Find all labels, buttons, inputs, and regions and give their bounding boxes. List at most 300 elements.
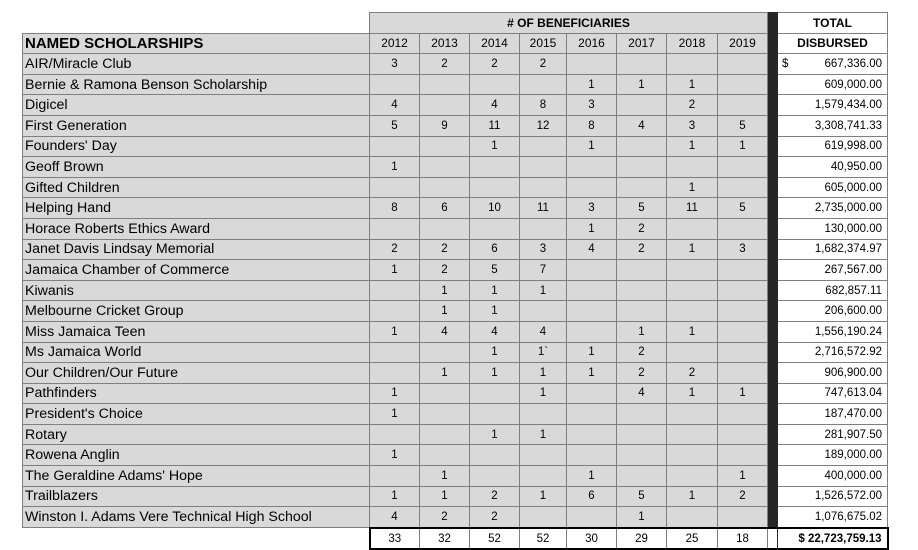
scholarship-name: Digicel <box>23 95 370 116</box>
total-disbursed <box>778 198 888 219</box>
scholarship-name: Bernie & Ramona Benson Scholarship <box>23 74 370 95</box>
beneficiary-count <box>567 383 617 404</box>
beneficiary-count: 3 <box>567 95 617 116</box>
beneficiary-count: 1 <box>667 239 718 260</box>
beneficiary-count: 5 <box>370 115 420 136</box>
beneficiary-count <box>667 280 718 301</box>
header-blank <box>23 13 370 34</box>
beneficiary-count: 11 <box>667 198 718 219</box>
column-separator <box>768 136 778 157</box>
beneficiary-count <box>370 342 420 363</box>
amount: 187,470.00 <box>824 408 882 421</box>
beneficiary-count <box>567 260 617 281</box>
amount: 267,567.00 <box>824 263 882 276</box>
beneficiaries-group-title: # OF BENEFICIARIES <box>370 13 768 34</box>
beneficiary-count <box>667 218 718 239</box>
beneficiary-count: 8 <box>520 95 567 116</box>
table-row <box>23 198 888 219</box>
beneficiary-count <box>370 177 420 198</box>
beneficiary-count: 2 <box>420 260 470 281</box>
beneficiary-count <box>718 321 768 342</box>
beneficiary-count: 1 <box>420 301 470 322</box>
beneficiary-count: 8 <box>567 115 617 136</box>
table-row <box>23 321 888 342</box>
year-header-2019: 2019 <box>718 33 768 54</box>
year-header-2017: 2017 <box>617 33 667 54</box>
column-separator <box>768 280 778 301</box>
year-total: 52 <box>470 528 520 550</box>
amount: 1,076,675.02 <box>814 511 882 524</box>
beneficiary-count <box>718 404 768 425</box>
beneficiary-count: 2 <box>420 507 470 528</box>
total-disbursed <box>778 115 888 136</box>
beneficiary-count <box>567 445 617 466</box>
amount: 667,336.00 <box>824 57 882 70</box>
amount: 2,716,572.92 <box>814 346 882 359</box>
beneficiary-count: 4 <box>470 321 520 342</box>
beneficiary-count <box>470 383 520 404</box>
column-separator <box>768 445 778 466</box>
scholarship-name: AIR/Miracle Club <box>23 54 370 75</box>
column-separator <box>768 239 778 260</box>
table-row <box>23 507 888 528</box>
beneficiary-count: 2 <box>520 54 567 75</box>
total-disbursed <box>778 260 888 281</box>
beneficiary-count <box>617 280 667 301</box>
beneficiary-count: 2 <box>420 239 470 260</box>
scholarship-name: The Geraldine Adams' Hope <box>23 466 370 487</box>
beneficiary-count <box>520 445 567 466</box>
beneficiary-count <box>420 157 470 178</box>
beneficiary-count <box>617 95 667 116</box>
beneficiary-count: 1 <box>617 74 667 95</box>
beneficiary-count <box>420 136 470 157</box>
total-disbursed <box>778 507 888 528</box>
table-row <box>23 157 888 178</box>
beneficiary-count <box>667 404 718 425</box>
header-row-years <box>23 33 888 54</box>
beneficiary-count: 3 <box>718 239 768 260</box>
beneficiary-count <box>370 74 420 95</box>
table-row <box>23 280 888 301</box>
total-disbursed <box>778 95 888 116</box>
beneficiary-count <box>617 177 667 198</box>
beneficiary-count <box>520 507 567 528</box>
amount: 682,857.11 <box>825 284 882 297</box>
table-row <box>23 363 888 384</box>
beneficiary-count <box>617 445 667 466</box>
year-total: 18 <box>718 528 768 550</box>
beneficiary-count: 6 <box>567 486 617 507</box>
beneficiary-count <box>370 218 420 239</box>
year-header-2013: 2013 <box>420 33 470 54</box>
beneficiary-count: 1 <box>667 136 718 157</box>
beneficiary-count <box>370 301 420 322</box>
year-header-2012: 2012 <box>370 33 420 54</box>
beneficiary-count: 1 <box>370 260 420 281</box>
scholarship-name: Trailblazers <box>23 486 370 507</box>
beneficiary-count: 1 <box>567 342 617 363</box>
amount: 747,613.04 <box>824 387 882 400</box>
beneficiary-count <box>567 301 617 322</box>
beneficiary-count: 4 <box>420 321 470 342</box>
total-disbursed <box>778 177 888 198</box>
beneficiary-count: 11 <box>520 198 567 219</box>
beneficiary-count: 5 <box>718 198 768 219</box>
total-disbursed <box>778 486 888 507</box>
beneficiary-count: 2 <box>470 54 520 75</box>
beneficiary-count: 4 <box>370 507 420 528</box>
beneficiary-count <box>718 301 768 322</box>
scholarship-name: Winston I. Adams Vere Technical High School <box>23 507 370 528</box>
column-separator <box>768 157 778 178</box>
column-separator <box>768 486 778 507</box>
scholarship-name: Founders' Day <box>23 136 370 157</box>
beneficiary-count <box>370 424 420 445</box>
beneficiary-count <box>420 177 470 198</box>
column-separator <box>768 383 778 404</box>
year-header-2016: 2016 <box>567 33 617 54</box>
beneficiary-count: 4 <box>520 321 567 342</box>
year-total: 33 <box>370 528 420 550</box>
scholarship-name: Janet Davis Lindsay Memorial <box>23 239 370 260</box>
column-separator <box>768 528 778 550</box>
beneficiary-count: 2 <box>617 239 667 260</box>
beneficiary-count <box>718 342 768 363</box>
beneficiary-count: 1 <box>470 363 520 384</box>
amount: 400,000.00 <box>824 469 882 482</box>
beneficiary-count <box>718 157 768 178</box>
column-separator <box>768 95 778 116</box>
named-scholarships-header: NAMED SCHOLARSHIPS <box>23 33 370 54</box>
beneficiary-count: 1 <box>370 321 420 342</box>
scholarship-name: Rotary <box>23 424 370 445</box>
total-disbursed <box>778 466 888 487</box>
beneficiary-count: 5 <box>718 115 768 136</box>
beneficiary-count: 2 <box>470 507 520 528</box>
table-row <box>23 218 888 239</box>
beneficiary-count <box>567 54 617 75</box>
beneficiary-count: 1 <box>667 321 718 342</box>
scholarship-name: Ms Jamaica World <box>23 342 370 363</box>
column-separator <box>768 54 778 75</box>
beneficiary-count: 11 <box>470 115 520 136</box>
column-separator <box>768 177 778 198</box>
beneficiary-count: 6 <box>470 239 520 260</box>
beneficiary-count <box>567 157 617 178</box>
beneficiary-count <box>370 466 420 487</box>
beneficiary-count <box>520 157 567 178</box>
beneficiary-count: 1 <box>718 136 768 157</box>
beneficiary-count: 1 <box>420 363 470 384</box>
table-row <box>23 136 888 157</box>
total-disbursed <box>778 157 888 178</box>
beneficiary-count: 2 <box>617 363 667 384</box>
beneficiary-count <box>617 136 667 157</box>
table-row <box>23 383 888 404</box>
beneficiary-count <box>520 136 567 157</box>
beneficiary-count: 4 <box>370 95 420 116</box>
amount: 1,682,374.97 <box>814 243 882 256</box>
total-disbursed <box>778 424 888 445</box>
beneficiary-count: 1 <box>667 74 718 95</box>
amount: 609,000.00 <box>824 78 882 91</box>
amount: 130,000.00 <box>824 222 882 235</box>
scholarship-name: Geoff Brown <box>23 157 370 178</box>
beneficiary-count <box>520 74 567 95</box>
beneficiary-count <box>470 218 520 239</box>
beneficiary-count: 1 <box>370 157 420 178</box>
beneficiary-count <box>718 218 768 239</box>
beneficiary-count <box>718 95 768 116</box>
beneficiary-count: 5 <box>617 198 667 219</box>
beneficiary-count <box>718 74 768 95</box>
total-disbursed <box>778 239 888 260</box>
total-disbursed <box>778 74 888 95</box>
scholarship-name: Our Children/Our Future <box>23 363 370 384</box>
beneficiary-count: 12 <box>520 115 567 136</box>
amount: 2,735,000.00 <box>814 202 882 215</box>
beneficiary-count: 1 <box>567 363 617 384</box>
beneficiary-count <box>370 363 420 384</box>
beneficiary-count <box>470 157 520 178</box>
scholarship-name: Miss Jamaica Teen <box>23 321 370 342</box>
beneficiary-count <box>470 404 520 425</box>
beneficiary-count <box>520 218 567 239</box>
beneficiary-count <box>420 404 470 425</box>
year-total: 30 <box>567 528 617 550</box>
beneficiary-count: 1 <box>520 383 567 404</box>
beneficiary-count: 1 <box>470 280 520 301</box>
beneficiary-count: 1 <box>370 486 420 507</box>
beneficiary-count: 1 <box>567 74 617 95</box>
amount: 40,950.00 <box>830 160 882 173</box>
beneficiary-count: 1 <box>370 445 420 466</box>
total-header-line2: DISBURSED <box>778 33 888 54</box>
beneficiary-count <box>617 404 667 425</box>
scholarship-name: Helping Hand <box>23 198 370 219</box>
year-total: 52 <box>520 528 567 550</box>
year-total: 25 <box>667 528 718 550</box>
amount: 206,600.00 <box>824 305 882 318</box>
beneficiary-count: 1 <box>667 383 718 404</box>
beneficiary-count <box>718 424 768 445</box>
beneficiary-count <box>567 507 617 528</box>
column-separator <box>768 466 778 487</box>
beneficiary-count: 2 <box>718 486 768 507</box>
totals-row <box>23 528 888 550</box>
total-disbursed <box>778 280 888 301</box>
beneficiary-count: 3 <box>520 239 567 260</box>
beneficiary-count <box>420 218 470 239</box>
scholarship-table <box>22 12 889 550</box>
beneficiary-count <box>718 363 768 384</box>
total-disbursed <box>778 383 888 404</box>
beneficiary-count <box>617 301 667 322</box>
amount: 281,907.50 <box>824 428 882 441</box>
beneficiary-count: 5 <box>470 260 520 281</box>
beneficiary-count: 1 <box>470 136 520 157</box>
column-separator <box>768 507 778 528</box>
beneficiary-count: 1 <box>520 424 567 445</box>
beneficiary-count: 1 <box>667 177 718 198</box>
scholarship-name: Melbourne Cricket Group <box>23 301 370 322</box>
beneficiary-count <box>718 177 768 198</box>
beneficiary-count: 1 <box>617 321 667 342</box>
beneficiary-count <box>370 136 420 157</box>
beneficiary-count <box>667 157 718 178</box>
year-header-2014: 2014 <box>470 33 520 54</box>
beneficiary-count: 3 <box>567 198 617 219</box>
beneficiary-count: 10 <box>470 198 520 219</box>
beneficiary-count: 4 <box>617 115 667 136</box>
beneficiary-count <box>420 424 470 445</box>
year-total: 29 <box>617 528 667 550</box>
total-disbursed <box>778 54 888 75</box>
beneficiary-count <box>718 260 768 281</box>
table-row <box>23 342 888 363</box>
beneficiary-count <box>617 54 667 75</box>
beneficiary-count: 1 <box>718 466 768 487</box>
beneficiary-count: 4 <box>470 95 520 116</box>
beneficiary-count <box>470 445 520 466</box>
beneficiary-count <box>617 466 667 487</box>
beneficiary-count: 1 <box>718 383 768 404</box>
table-row <box>23 177 888 198</box>
scholarship-name: Pathfinders <box>23 383 370 404</box>
beneficiary-count <box>520 466 567 487</box>
amount: 1,556,190.24 <box>814 325 882 338</box>
amount: 1,526,572.00 <box>814 490 882 503</box>
beneficiary-count: 1 <box>520 486 567 507</box>
scholarship-name: Horace Roberts Ethics Award <box>23 218 370 239</box>
beneficiary-count <box>617 157 667 178</box>
column-separator <box>768 198 778 219</box>
beneficiary-count: 1 <box>667 486 718 507</box>
beneficiary-count <box>567 321 617 342</box>
beneficiary-count <box>420 342 470 363</box>
beneficiary-count: 8 <box>370 198 420 219</box>
beneficiary-count: 2 <box>667 95 718 116</box>
beneficiary-count: 1` <box>520 342 567 363</box>
beneficiary-count <box>667 445 718 466</box>
total-disbursed <box>778 404 888 425</box>
beneficiary-count: 1 <box>567 136 617 157</box>
amount: 3,308,741.33 <box>814 119 882 132</box>
scholarship-name: Jamaica Chamber of Commerce <box>23 260 370 281</box>
column-separator <box>768 74 778 95</box>
year-header-2015: 2015 <box>520 33 567 54</box>
beneficiary-count <box>617 424 667 445</box>
beneficiary-count: 2 <box>617 342 667 363</box>
beneficiary-count: 3 <box>667 115 718 136</box>
table-row <box>23 74 888 95</box>
beneficiary-count: 1 <box>470 342 520 363</box>
beneficiary-count: 1 <box>520 280 567 301</box>
beneficiary-count: 1 <box>420 466 470 487</box>
beneficiary-count: 2 <box>667 363 718 384</box>
beneficiary-count: 1 <box>370 404 420 425</box>
column-separator <box>768 321 778 342</box>
amount: 1,579,434.00 <box>814 99 882 112</box>
column-separator <box>768 301 778 322</box>
column-separator <box>768 424 778 445</box>
beneficiary-count: 3 <box>370 54 420 75</box>
beneficiary-count <box>420 95 470 116</box>
total-disbursed <box>778 363 888 384</box>
total-header-line1: TOTAL <box>778 13 888 34</box>
beneficiary-count <box>667 466 718 487</box>
beneficiary-count <box>567 280 617 301</box>
beneficiary-count: 1 <box>567 466 617 487</box>
beneficiary-count <box>667 260 718 281</box>
beneficiary-count <box>617 260 667 281</box>
scholarship-name: Kiwanis <box>23 280 370 301</box>
beneficiary-count: 7 <box>520 260 567 281</box>
beneficiary-count: 1 <box>470 301 520 322</box>
beneficiary-count: 1 <box>370 383 420 404</box>
beneficiary-count: 1 <box>420 486 470 507</box>
beneficiary-count <box>567 404 617 425</box>
year-header-2018: 2018 <box>667 33 718 54</box>
beneficiary-count <box>470 466 520 487</box>
table-row <box>23 445 888 466</box>
beneficiary-count: 5 <box>617 486 667 507</box>
total-disbursed <box>778 136 888 157</box>
scholarship-name: President's Choice <box>23 404 370 425</box>
beneficiary-count <box>667 342 718 363</box>
beneficiary-count: 2 <box>420 54 470 75</box>
column-separator <box>768 342 778 363</box>
amount: 605,000.00 <box>824 181 882 194</box>
table-row <box>23 486 888 507</box>
scholarship-name: Gifted Children <box>23 177 370 198</box>
beneficiary-count <box>420 383 470 404</box>
beneficiary-count: 9 <box>420 115 470 136</box>
beneficiary-count <box>667 507 718 528</box>
beneficiary-count: 2 <box>617 218 667 239</box>
beneficiary-count: 2 <box>370 239 420 260</box>
beneficiary-count: 1 <box>567 218 617 239</box>
column-separator <box>768 33 778 54</box>
total-disbursed <box>778 445 888 466</box>
beneficiary-count <box>520 177 567 198</box>
beneficiary-count: 6 <box>420 198 470 219</box>
beneficiary-count <box>567 424 617 445</box>
column-separator <box>768 13 778 34</box>
beneficiary-count <box>520 301 567 322</box>
beneficiary-count <box>718 54 768 75</box>
beneficiary-count <box>470 177 520 198</box>
column-separator <box>768 404 778 425</box>
total-disbursed <box>778 342 888 363</box>
column-separator <box>768 363 778 384</box>
beneficiary-count <box>718 445 768 466</box>
total-disbursed <box>778 301 888 322</box>
table-row <box>23 95 888 116</box>
column-separator <box>768 218 778 239</box>
amount: 189,000.00 <box>824 449 882 462</box>
beneficiary-count <box>718 280 768 301</box>
beneficiary-count <box>667 424 718 445</box>
beneficiary-count <box>420 74 470 95</box>
table-row <box>23 115 888 136</box>
beneficiary-count <box>470 74 520 95</box>
beneficiary-count <box>520 404 567 425</box>
beneficiary-count <box>567 177 617 198</box>
beneficiary-count <box>718 507 768 528</box>
scholarship-name: Rowena Anglin <box>23 445 370 466</box>
